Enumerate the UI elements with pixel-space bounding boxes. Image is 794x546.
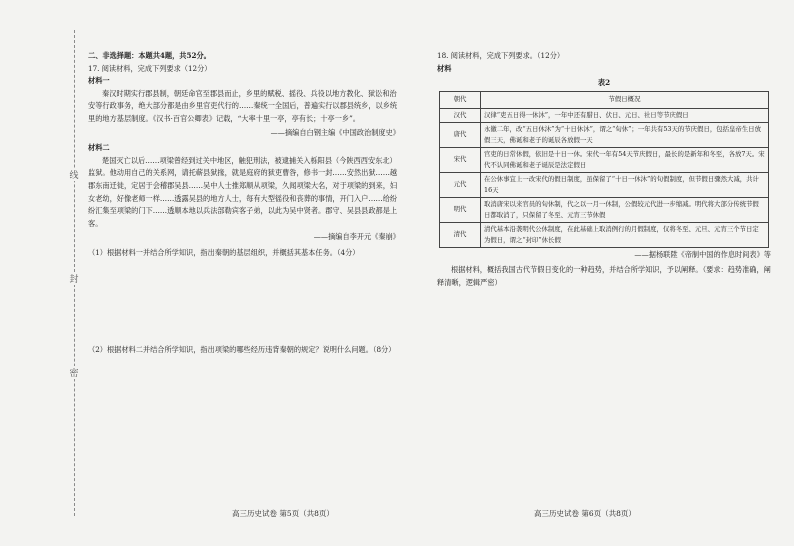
overview-cell: 汉律“吏五日得一休沐”，一年中还有腊日、伏日、元日、社日等节庆假日 [481,108,769,122]
table-header-dynasty: 朝代 [440,91,481,108]
question-17-1: （1）根据材料一并结合所学知识，指出秦朝的基层组织，并概括其基本任务。（4分） [88,247,360,257]
material-label: 材料 [437,63,452,73]
dynasty-cell: 元代 [440,172,481,197]
binding-char: 密 [66,366,82,379]
page-6-column [437,50,771,290]
table-title: 表2 [597,78,611,88]
table-row [440,197,769,222]
dynasty-cell: 汉代 [440,108,481,122]
material-2-label: 材料二 [88,143,110,153]
table-row [440,122,769,147]
binding-char: 封 [66,272,82,285]
overview-cell: 清代基本沿袭明代公休制度，在此基础上取消例行的月假制度，仅将冬至、元旦、元宵三个节日定为假日，谓之“封印”休长假 [481,222,769,247]
dynasty-cell: 宋代 [440,147,481,172]
material-2-text: 楚国灭亡以后……项梁曾经到过关中地区，触犯刑法，被逮捕关入栎阳县（今陕西西安东北）监狱。他动用自己的关系网，请托蕲县狱掾，就是庭府的狱吏曹咎，修书一封……安然出狱……越郡东南迁徙，定居于会稽郡吴县……吴中人士推郑顺从项梁，久闻项梁大名，对于项梁的到来，妇女老幼，好像老师一样……透露吴县的地方人士，每有大型徭役和丧葬的事情，开门入户……给纷纷汇集至项梁的门下……透顺本地以兵法部勒宾客子弟，以此为吴中贤者。郡守、吴县县政都是上客。 [88,155,398,228]
overview-cell: 取消唐宋以来官员的旬休制，代之以一月一休制，公假较元代进一步缩减。明代将大部分传统节假日都取消了，只保留了冬至、元宵三节休假 [481,197,769,222]
table-header-row [440,91,769,108]
table-row [440,172,769,197]
material-1-source: ——摘编自白钢主编《中国政治制度史》 [270,127,400,137]
answer-space [88,260,400,342]
holiday-table [439,91,769,248]
dynasty-cell: 清代 [440,222,481,247]
overview-cell: 在公休事宜上一改宋代的假日制度，虽保留了“十日一休沐”的旬假制度，但节假日骤然大减，共计16天 [481,172,769,197]
table-row [440,147,769,172]
dynasty-cell: 唐代 [440,122,481,147]
material-2-source: ——摘编自李开元《秦崩》 [313,232,400,242]
dynasty-cell: 明代 [440,197,481,222]
question-18-task: 根据材料，概括我国古代节假日变化的一种趋势，并结合所学知识，予以阐释。（要求：趋势准确，阐释清晰，逻辑严密） [437,265,771,287]
page-5-column [88,50,400,356]
overview-cell: 永徽二年，改“五日休沐”为“十日休沐”，谓之“旬休”；一年共有53天的节庆假日，包括皇帝生日放假三天，佛诞和老子的诞辰各放假一天 [481,122,769,147]
section-heading: 二、非选择题：本题共4题，共52分。 [88,51,211,60]
question-17-2: （2）根据材料二并结合所学知识，指出项梁的哪些经历违背秦朝的规定？说明什么问题。（8分） [88,344,396,354]
overview-cell: 官吏的日常休假，依旧是十日一休。宋代一年有54天节庆假日，最长的是新年和冬至，各放7天。宋代不认同佛诞和老子诞辰是法定假日 [481,147,769,172]
table-row [440,108,769,122]
question-17-heading: 17. 阅读材料，完成下列要求（12分） [88,63,212,73]
page-footer-left: 高三历史试卷 第5页（共8页） [232,509,334,518]
table-source: ——据杨联陞《帝制中国的作息时间表》等 [634,249,771,259]
table-header-overview: 节假日概况 [481,91,769,108]
page-footer-right: 高三历史试卷 第6页（共8页） [534,509,636,518]
material-1-label: 材料一 [88,76,110,86]
material-1-text: 秦汉时期实行郡县制，朝廷命官至郡县而止，乡里的赋税、摇役、兵役以地方教化、狱讼和治安等行政事务，绝大部分都是由乡里官吏代行的……秦统一全国后，普遍实行以郡县统乡，以乡统里的地方基层制度。《汉书·百官公卿表》记载，“大率十里一亭，亭有长；十亭一乡”。 [88,88,398,123]
binding-char: 线 [66,168,82,181]
table-row [440,222,769,247]
question-18-heading: 18. 阅读材料，完成下列要求。（12分） [437,51,565,60]
